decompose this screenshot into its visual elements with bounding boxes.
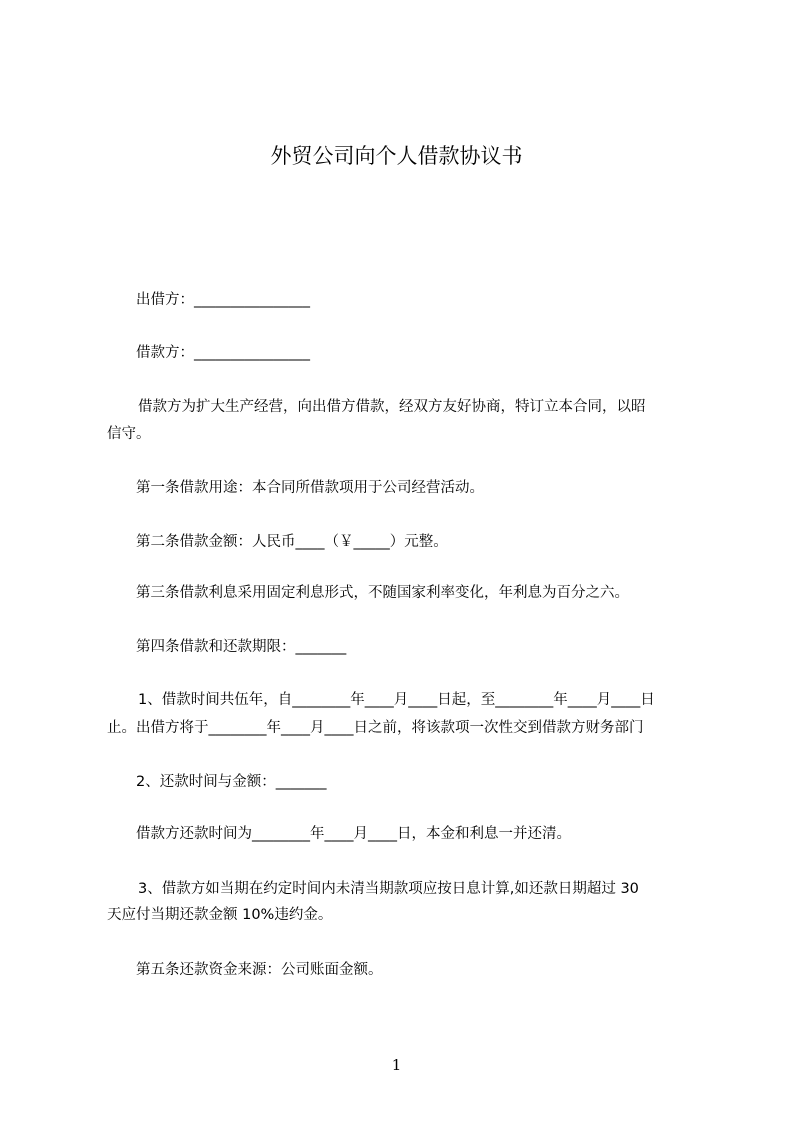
article-1: 第一条借款用途：本合同所借款项用于公司经营活动。 — [136, 480, 484, 496]
article-4-item-1-line-1: 1、借款时间共伍年，自________年____月____日起，至________年____月____日 — [138, 692, 655, 708]
article-3: 第三条借款利息采用固定利息形式，不随国家利率变化，年利息为百分之六。 — [136, 585, 629, 601]
article-4-heading: 第四条借款和还款期限：_______ — [136, 639, 347, 655]
document-title: 外贸公司向个人借款协议书 — [270, 144, 523, 168]
article-4-item-2-body: 借款方还款时间为________年____月____日，本金和利息一并还清。 — [136, 826, 571, 842]
page-number: 1 — [391, 1056, 402, 1074]
article-4-item-3-line-1: 3、借款方如当期在约定时间内未清当期款项应按日息计算,如还款日期超过 30 — [138, 881, 639, 897]
article-5: 第五条还款资金来源：公司账面金额。 — [136, 962, 383, 978]
preamble-line-1: 借款方为扩大生产经营，向出借方借款，经双方友好协商，特订立本合同，以昭 — [138, 399, 646, 415]
preamble-line-2: 信守。 — [107, 426, 151, 442]
article-4-item-3-line-2: 天应付当期还款金额 10%违约金。 — [107, 907, 333, 923]
borrower-line: 借款方：________________ — [136, 345, 310, 361]
article-2: 第二条借款金额：人民币____（￥_____）元整。 — [136, 534, 448, 550]
article-4-item-2-heading: 2、还款时间与金额：_______ — [136, 774, 327, 790]
lender-line: 出借方：________________ — [136, 292, 310, 308]
article-4-item-1-line-2: 止。出借方将于________年____月____日之前，将该款项一次性交到借款方财务部门 — [107, 720, 644, 736]
